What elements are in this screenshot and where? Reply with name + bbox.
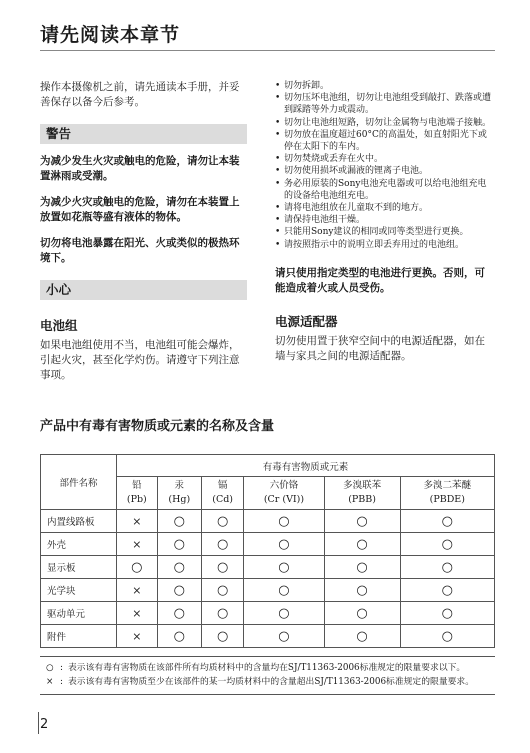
substance-symbol: (PBDE) bbox=[429, 494, 465, 505]
list-item: • 只能用Sony建议的相同或同等类型进行更换。 bbox=[275, 226, 495, 238]
note-colon: : bbox=[60, 663, 63, 673]
exceeds-limit-mark: × bbox=[117, 510, 158, 533]
note-text: 表示该有毒有害物质至少在该部件的某一均质材料中的含量超出SJ/T11363-2006标准规定的限量要求。 bbox=[68, 676, 475, 687]
battery-title: 电池组 bbox=[40, 318, 78, 333]
within-limit-mark: ○ bbox=[201, 579, 243, 602]
list-item: • 切勿压坏电池组，切勿让电池组受到敲打、跌落或遭到踩踏等外力或震动。 bbox=[275, 92, 495, 116]
right-column bbox=[275, 80, 495, 364]
note-circle bbox=[46, 663, 491, 675]
within-limit-mark: ○ bbox=[324, 602, 400, 625]
list-item: • 务必用原装的Sony电池充电器或可以给电池组充电的设备给电池组充电。 bbox=[275, 178, 495, 202]
battery-bullet-list bbox=[275, 80, 495, 251]
within-limit-mark: ○ bbox=[244, 625, 324, 648]
title-divider bbox=[40, 50, 495, 51]
substance-header bbox=[201, 477, 243, 510]
within-limit-mark: ○ bbox=[400, 556, 494, 579]
substance-group-header: 有毒有害物质或元素 bbox=[117, 455, 495, 477]
within-limit-mark: ○ bbox=[157, 625, 201, 648]
substance-symbol: (PBB) bbox=[348, 494, 376, 505]
within-limit-mark: ○ bbox=[157, 579, 201, 602]
list-item: • 切勿使用损坏或漏液的锂离子电池。 bbox=[275, 165, 495, 177]
substance-name: 多溴联苯 bbox=[343, 480, 382, 491]
list-item: • 切勿放在温度超过60°C的高温处，如直射阳光下或停在太阳下的车内。 bbox=[275, 129, 495, 153]
table-title: 产品中有毒有害物质或元素的名称及含量 bbox=[40, 419, 275, 434]
note-colon: : bbox=[60, 676, 63, 687]
adapter-title: 电源适配器 bbox=[275, 313, 338, 329]
within-limit-mark: ○ bbox=[400, 579, 494, 602]
substance-symbol: (Hg) bbox=[168, 494, 191, 505]
substance-name: 镉 bbox=[217, 480, 228, 491]
left-column bbox=[40, 80, 247, 383]
substance-name: 汞 bbox=[174, 480, 185, 491]
list-item: • 请将电池组放在儿童取不到的地方。 bbox=[275, 202, 495, 214]
warning-paragraph: 为减少火灾或触电的危险，请勿在本装置上放置如花瓶等盛有液体的物体。 bbox=[40, 196, 240, 223]
page-corner-mark bbox=[38, 712, 39, 734]
within-limit-mark: ○ bbox=[157, 510, 201, 533]
warning-heading: 警告 bbox=[40, 124, 247, 144]
within-limit-mark: ○ bbox=[400, 625, 494, 648]
table-row bbox=[41, 579, 495, 602]
circle-symbol: ○ bbox=[46, 663, 54, 673]
part-name-header: 部件名称 bbox=[41, 455, 117, 510]
table-row bbox=[41, 602, 495, 625]
list-item: • 请按照指示中的说明立即丢弃用过的电池组。 bbox=[275, 239, 495, 251]
within-limit-mark: ○ bbox=[201, 602, 243, 625]
list-item: • 切勿让电池组短路，切勿让金属物与电池端子接触。 bbox=[275, 117, 495, 129]
intro-text: 操作本摄像机之前，请先通读本手册，并妥善保存以备今后参考。 bbox=[40, 81, 240, 108]
battery-body: 如果电池组使用不当，电池组可能会爆炸，引起火灾，甚至化学灼伤。请遵守下列注意事项。 bbox=[40, 339, 240, 381]
caution-heading: 小心 bbox=[40, 280, 247, 300]
exceeds-limit-mark: × bbox=[117, 625, 158, 648]
table-row bbox=[41, 625, 495, 648]
cross-symbol: × bbox=[46, 676, 54, 687]
list-item: • 切勿拆卸。 bbox=[275, 80, 495, 92]
substance-symbol: (Cr (VI)) bbox=[263, 494, 305, 505]
part-name-cell: 内置线路板 bbox=[41, 510, 117, 533]
note-text: 表示该有毒有害物质在该部件所有均质材料中的含量均在SJ/T11363-2006标准规定的限量要求以下。 bbox=[68, 663, 466, 673]
substance-name: 铅 bbox=[132, 480, 142, 491]
within-limit-mark: ○ bbox=[157, 533, 201, 556]
within-limit-mark: ○ bbox=[244, 602, 324, 625]
substance-symbol: (Pb) bbox=[126, 494, 147, 505]
substance-name: 多溴二苯醚 bbox=[423, 480, 472, 491]
within-limit-mark: ○ bbox=[400, 533, 494, 556]
within-limit-mark: ○ bbox=[244, 579, 324, 602]
substance-header bbox=[400, 477, 494, 510]
substance-name: 六价铬 bbox=[269, 480, 299, 491]
list-item: • 请保持电池组干燥。 bbox=[275, 214, 495, 226]
within-limit-mark: ○ bbox=[244, 510, 324, 533]
list-item: • 切勿焚烧或丢弃在火中。 bbox=[275, 153, 495, 165]
exceeds-limit-mark: × bbox=[117, 579, 158, 602]
substance-header bbox=[244, 477, 324, 510]
exceeds-limit-mark: × bbox=[117, 602, 158, 625]
page-title: 请先阅读本章节 bbox=[40, 24, 181, 46]
within-limit-mark: ○ bbox=[400, 602, 494, 625]
adapter-body: 切勿使用置于狭窄空间中的电源适配器，如在墙与家具之间的电源适配器。 bbox=[275, 334, 485, 362]
part-name-cell: 驱动单元 bbox=[41, 602, 117, 625]
part-name-cell: 附件 bbox=[41, 625, 117, 648]
part-name-cell: 光学块 bbox=[41, 579, 117, 602]
substance-header bbox=[157, 477, 201, 510]
substance-symbol: (Cd) bbox=[212, 494, 234, 505]
substance-header bbox=[117, 477, 158, 510]
within-limit-mark: ○ bbox=[400, 510, 494, 533]
substance-header bbox=[324, 477, 400, 510]
within-limit-mark: ○ bbox=[117, 556, 158, 579]
within-limit-mark: ○ bbox=[157, 556, 201, 579]
part-name-cell: 显示板 bbox=[41, 556, 117, 579]
table-row bbox=[41, 510, 495, 533]
warning-paragraph: 为减少发生火灾或触电的危险，请勿让本装置淋雨或受潮。 bbox=[40, 155, 240, 182]
exceeds-limit-mark: × bbox=[117, 533, 158, 556]
within-limit-mark: ○ bbox=[244, 556, 324, 579]
warning-paragraph: 切勿将电池暴露在阳光、火或类似的极热环境下。 bbox=[40, 237, 240, 264]
within-limit-mark: ○ bbox=[244, 533, 324, 556]
within-limit-mark: ○ bbox=[201, 510, 243, 533]
table-body bbox=[41, 510, 495, 648]
within-limit-mark: ○ bbox=[324, 510, 400, 533]
table-row bbox=[41, 556, 495, 579]
within-limit-mark: ○ bbox=[324, 533, 400, 556]
within-limit-mark: ○ bbox=[201, 625, 243, 648]
within-limit-mark: ○ bbox=[324, 625, 400, 648]
within-limit-mark: ○ bbox=[201, 556, 243, 579]
within-limit-mark: ○ bbox=[324, 579, 400, 602]
page-number: 2 bbox=[40, 717, 49, 732]
replacement-warning: 请只使用指定类型的电池进行更换。否则，可能造成着火或人员受伤。 bbox=[275, 266, 485, 294]
table-notes bbox=[40, 656, 495, 695]
within-limit-mark: ○ bbox=[201, 533, 243, 556]
within-limit-mark: ○ bbox=[157, 602, 201, 625]
table-row bbox=[41, 533, 495, 556]
hazardous-substances-table bbox=[40, 454, 495, 648]
part-name-cell: 外壳 bbox=[41, 533, 117, 556]
note-cross bbox=[46, 677, 491, 689]
within-limit-mark: ○ bbox=[324, 556, 400, 579]
